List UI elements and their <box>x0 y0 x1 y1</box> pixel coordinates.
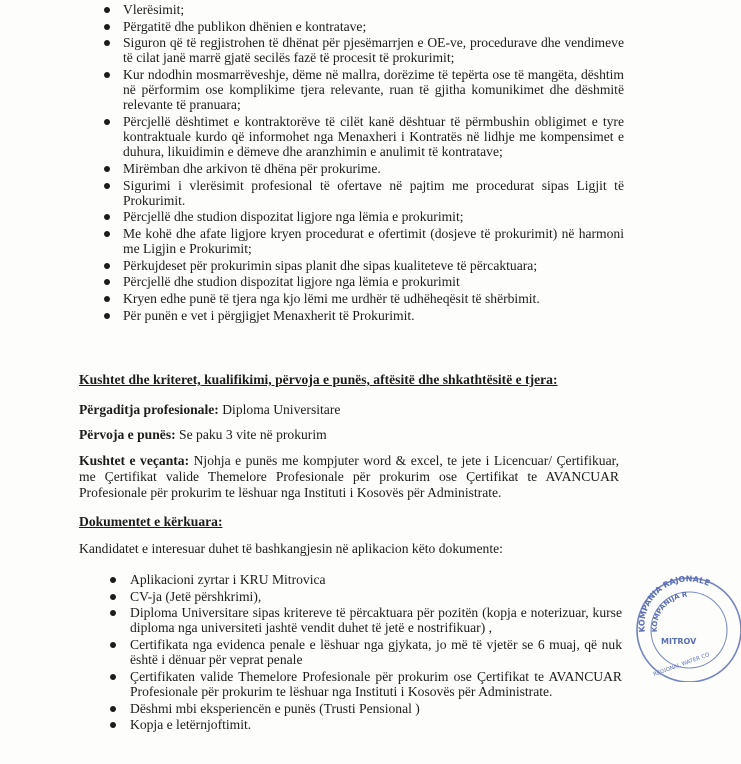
bullet-icon <box>104 24 110 30</box>
duty-item-text: Mirëmban dhe arkivon të dhëna për prokurime. <box>123 160 381 176</box>
duty-item-text: Kur ndodhin mosmarrëveshje, dëme në mallra, dorëzime të tepërta ose të mangëta, dështim në përformim ose komplikime tjera relevante, ruan të gjitha komunikimet dhe dëshmitë relevante të pranuara; <box>123 66 624 113</box>
bullet-icon <box>110 642 116 648</box>
duty-item-text: Kryen edhe punë të tjera nga kjo lëmi me urdhër të udhëheqësit të shërbimit. <box>123 290 540 306</box>
bullet-icon <box>104 214 110 220</box>
duty-item <box>104 178 624 208</box>
duty-item-text: Përgatitë dhe publikon dhënien e kontratave; <box>123 18 367 34</box>
duty-item-text: Sigurimi i vlerësimit profesional të ofertave në pajtim me procedurat sipas Ligjit të Prokurimit. <box>123 177 624 208</box>
documents-list <box>110 572 622 734</box>
stamp-text-outer2: KOMPANIJA R <box>650 590 688 633</box>
document-item-text: Aplikacioni zyrtar i KRU Mitrovica <box>130 572 326 587</box>
document-item <box>110 669 622 699</box>
document-item-text: CV-ja (Jetë përshkrimi), <box>130 588 262 604</box>
bullet-icon <box>110 577 116 583</box>
svg-text:KOMPANIA RAJONALE <box>637 574 711 632</box>
document-item <box>110 572 622 587</box>
documents-heading: Dokumentet e kërkuara: <box>79 514 223 529</box>
bullet-icon <box>104 231 110 237</box>
documents-intro: Kandidatet e interesuar duhet të bashkangjesin në aplikacion këto dokumente: <box>79 541 503 556</box>
document-item-text: Diploma Universitare sipas kritereve të përcaktuara për pozitën (kopja e noterizuar, kurse diploma nga universiteti jashtë vendit duhet të jetë e nostrifikuar) , <box>130 605 622 636</box>
duty-item <box>104 19 624 34</box>
bullet-icon <box>110 674 116 680</box>
duty-item-text: Për punën e vet i përgjigjet Menaxherit të Prokurimit. <box>123 307 415 323</box>
bullet-icon <box>104 183 110 189</box>
bullet-icon <box>104 166 110 172</box>
bullet-icon <box>104 296 110 302</box>
duty-item <box>104 35 624 65</box>
criteria-heading: Kushtet dhe kriteret, kualifikimi, përvoja e punës, aftësitë dhe shkathtësitë e tjera: <box>79 372 558 387</box>
document-item-text: Kopja e letërnjoftimit. <box>130 717 252 733</box>
bullet-icon <box>110 722 116 728</box>
bullet-icon <box>104 279 110 285</box>
duty-item-text: Siguron që të regjistrohen të dhënat për pjesëmarrjen e OE-ve, procedurave dhe vendimeve të cilat janë marrë gjatë secilës fazë të procesit të prokurimit; <box>123 35 624 66</box>
work-experience <box>79 427 619 443</box>
duty-item <box>104 67 624 113</box>
stamp-text-side: REGIONAL WATER CO <box>652 652 711 679</box>
special-value: Njohja e punës me kompjuter word & excel, te jete i Licencuar/ Çertifikuar, me Çertifikat valide Themelore Profesionale për prokurim ose Çertifikat te AVANCUAR Profesionale për prokurim te lëshuar nga Instituti i Kosovës për Administrate. <box>79 453 619 500</box>
special-label: Kushtet e veçanta: <box>79 453 190 468</box>
bullet-icon <box>104 313 110 319</box>
bullet-icon <box>110 594 116 600</box>
duty-item <box>104 2 624 17</box>
duty-item <box>104 308 624 323</box>
duty-item-text: Përcjellë dhe studion dispozitat ligjore nga lëmia e prokurimit; <box>123 209 464 225</box>
document-item <box>110 605 622 635</box>
duty-item <box>104 226 624 256</box>
company-stamp <box>631 572 741 682</box>
stamp-text-outer: KOMPANIA RAJONALE <box>637 574 712 633</box>
bullet-icon <box>104 7 110 13</box>
document-item-text: Dëshmi mbi eksperiencën e punës (Trusti Pensional ) <box>130 700 420 716</box>
prep-label: Përgaditja profesionale: <box>79 402 219 417</box>
exp-label: Përvoja e punës: <box>79 427 176 442</box>
duty-item <box>104 114 624 160</box>
bullet-icon <box>104 72 110 78</box>
document-item-text: Çertifikaten valide Themelore Profesionale për prokurim ose Çertifikat te AVANCUAR Profesionale për prokurim te lëshuar nga Instituti i Kosovës për Administrate. <box>130 668 622 699</box>
document-item <box>110 701 622 716</box>
bullet-icon <box>110 610 116 616</box>
exp-value: Se paku 3 vite në prokurim <box>175 427 327 442</box>
bullet-icon <box>110 706 116 712</box>
duty-item <box>104 291 624 306</box>
duty-item-text: Me kohë dhe afate ligjore kryen procedurat e ofertimit (dosjeve të prokurimit) në harmoni me Ligjin e Prokurimit; <box>123 225 624 257</box>
special-conditions <box>79 453 619 501</box>
duty-item-text: Përcjellë dhe studion dispozitat ligjore nga lëmia e prokurimit <box>123 274 460 290</box>
duty-item <box>104 161 624 176</box>
bullet-icon <box>104 263 110 269</box>
duty-item <box>104 274 624 289</box>
duty-item <box>104 258 624 273</box>
prep-value: Diploma Universitare <box>218 402 341 417</box>
stamp-text-inner: MITROV <box>661 637 697 646</box>
document-item <box>110 589 622 604</box>
duty-item-text: Përcjellë dështimet e kontraktorëve të cilët kanë dështuar të përmbushin obligimet e tyre kontraktuale kurdo që informohet nga Menaxheri i Kontratës në lidhje me kompensimet e duhura, likuidimin e dëmeve dhe aranzhimin e anulimit të kontratave; <box>123 113 624 160</box>
professional-preparation <box>79 402 619 418</box>
duty-item <box>104 209 624 224</box>
document-item-text: Certifikata nga evidenca penale e lëshuar nga gjykata, jo më të vjetër se 6 muaj, që nuk është i dënuar për veprat penale <box>130 636 622 668</box>
bullet-icon <box>104 40 110 46</box>
document-item <box>110 637 622 667</box>
duties-list <box>104 2 624 324</box>
document-item <box>110 717 622 732</box>
bullet-icon <box>104 119 110 125</box>
duty-item-text: Përkujdeset për prokurimin sipas planit dhe sipas kualiteteve të përcaktuara; <box>123 257 538 273</box>
duty-item-text: Vlerësimit; <box>123 2 185 17</box>
